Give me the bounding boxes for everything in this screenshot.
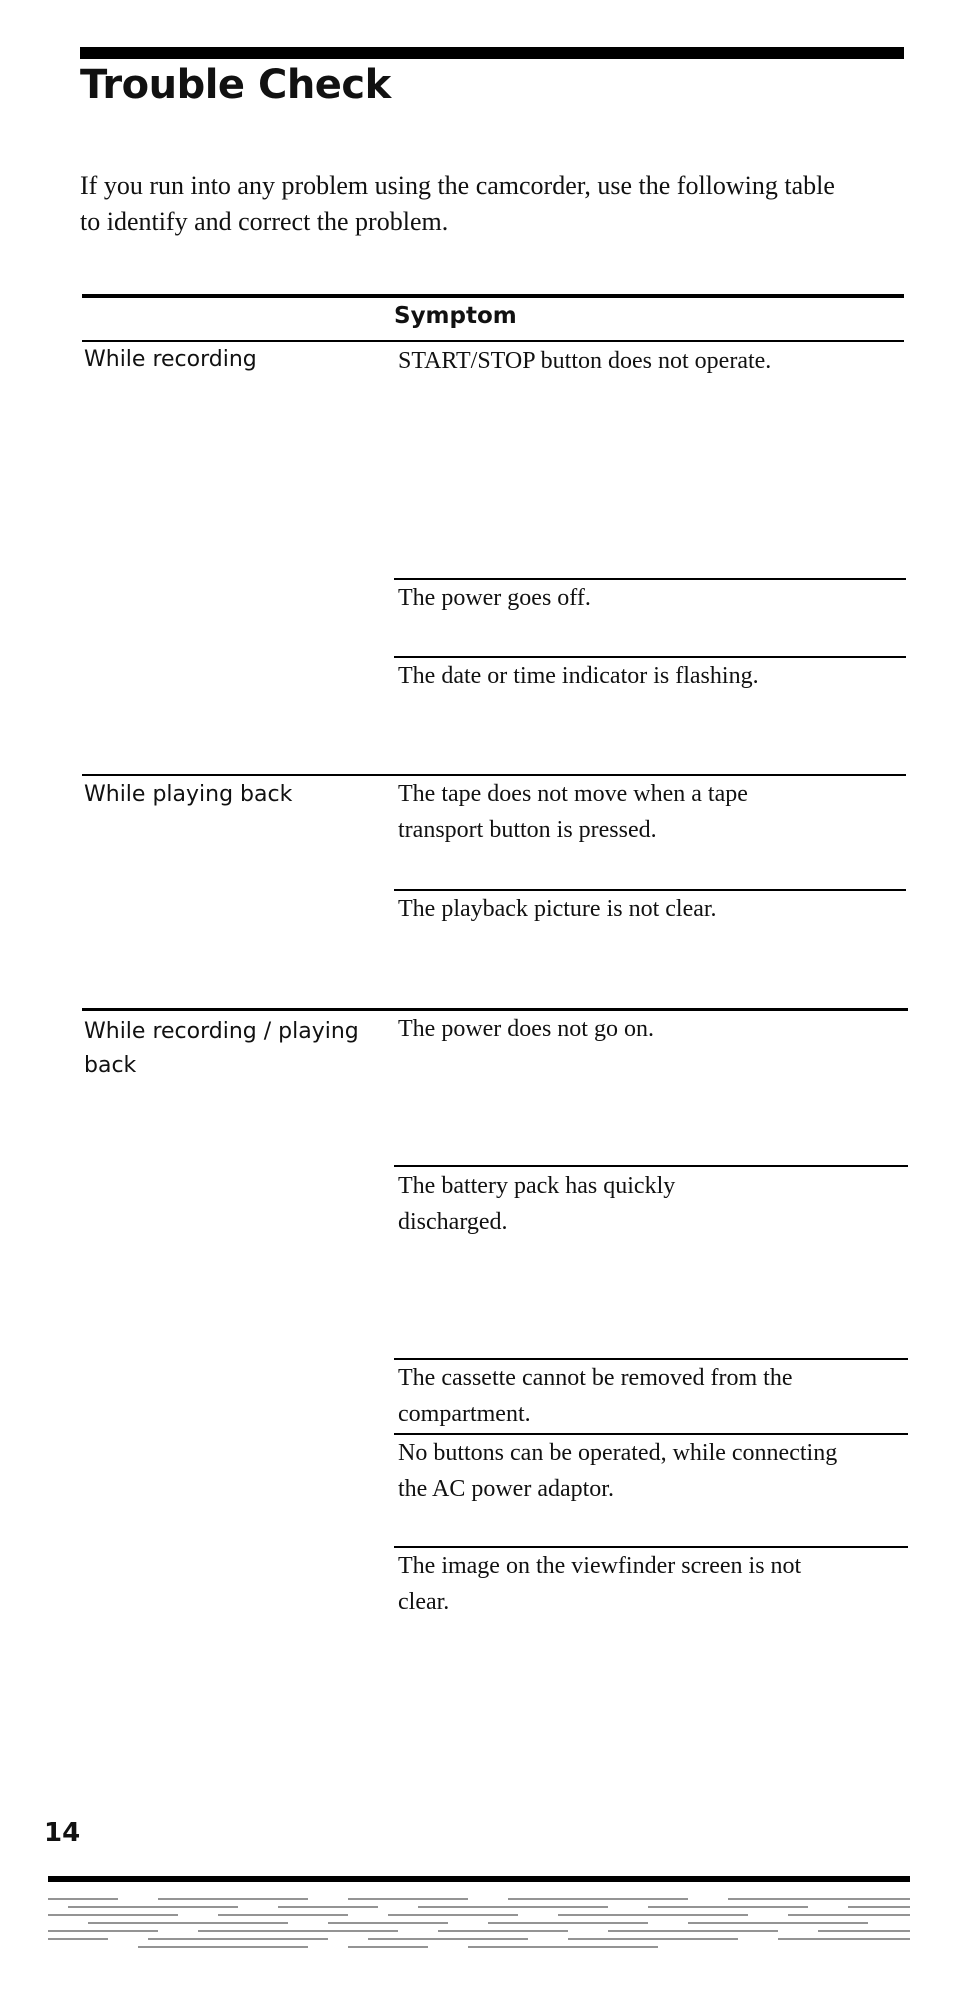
footer-rule bbox=[48, 1876, 910, 1882]
intro-paragraph: If you run into any problem using the camcorder, use the following table to identify and correct the problem. bbox=[80, 171, 835, 236]
section-label-while-recording-playing-back: While recording / playing back bbox=[84, 1019, 359, 1078]
table-header-rule bbox=[82, 340, 904, 342]
symptom-item: The image on the viewfinder screen is not clear. bbox=[398, 1553, 802, 1615]
scan-artifact-lines bbox=[48, 1894, 910, 1954]
page-number: 14 bbox=[44, 1818, 81, 1848]
symptom-item: The date or time indicator is flashing. bbox=[398, 663, 759, 689]
symptom-item: The power does not go on. bbox=[398, 1016, 654, 1042]
column-header-symptom: Symptom bbox=[394, 303, 517, 329]
symptom-item: START/STOP button does not operate. bbox=[398, 348, 772, 374]
symptom-item: The playback picture is not clear. bbox=[398, 896, 717, 922]
section-label-while-recording: While recording bbox=[84, 347, 257, 372]
symptom-item: The cassette cannot be removed from the compartment. bbox=[398, 1365, 793, 1427]
symptom-item: The tape does not move when a tape transport button is pressed. bbox=[398, 781, 748, 843]
title-rule bbox=[80, 47, 904, 59]
section-label-while-playing-back: While playing back bbox=[84, 782, 293, 807]
symptom-item: The power goes off. bbox=[398, 585, 591, 611]
page-title: Trouble Check bbox=[80, 62, 391, 108]
table-top-rule bbox=[82, 294, 904, 298]
symptom-item: No buttons can be operated, while connecting the AC power adaptor. bbox=[398, 1440, 838, 1502]
symptom-divider bbox=[394, 1165, 908, 1167]
symptom-item: The battery pack has quickly discharged. bbox=[398, 1173, 676, 1235]
